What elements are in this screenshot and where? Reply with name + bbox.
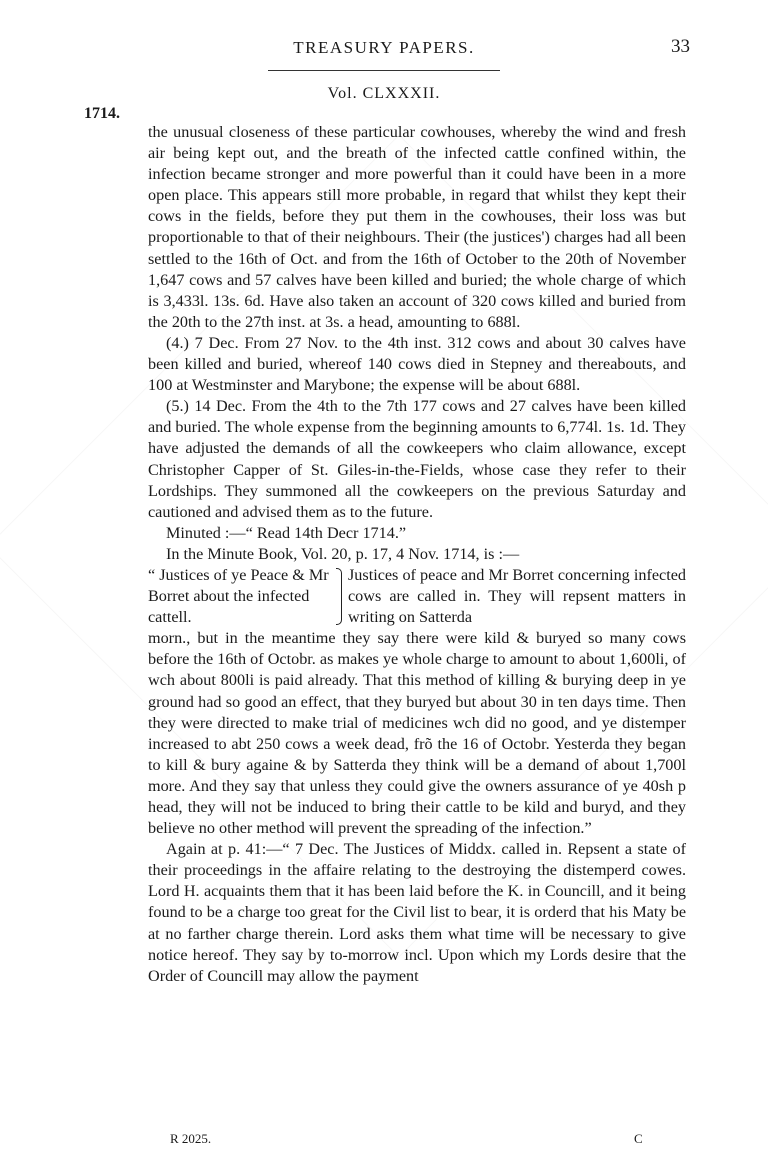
brace-mark [336, 568, 344, 625]
footer-signature-mark: C [634, 1131, 643, 1146]
running-head-title: TREASURY PAPERS. [293, 38, 475, 57]
paragraph-continuation: the unusual closeness of these particular cowhouses, whereby the wind and fresh air being kept out, and the breath of the infected cattle confined within, the infection became stronger and more powerful than it could have been in a more open place. This appears still more probable, in regard that whilst they kept their cows in the fields, before they put them in the cowhouses, their loss was but proportionable to that of their neighbours. Their (the justices') charges had all been settled to the 16th of Oct. and from the 16th of October to the 20th of November 1,647 cows and 57 calves have been killed and buried; the whole charge of which is 3,433l. 13s. 6d. Have also taken an account of 320 cows killed and buried from the 20th to the 27th inst. at 3s. a head, amounting to 688l. [148, 123, 686, 331]
header-rule [268, 70, 500, 71]
minute-book-intro: In the Minute Book, Vol. 20, p. 17, 4 Nov. 1714, is :— [166, 544, 520, 563]
body-text [148, 122, 686, 987]
paragraph-item-5: (5.) 14 Dec. From the 4th to the 7th 177 cows and 27 calves have been killed and buried. The whole expense from the beginning amounts to 6,774l. 1s. 1d. They have adjusted the demands of all the cowkeepers who claim allowance, except Christopher Capper of St. Giles-in-the-Fields, whose case they refer to their Lordships. They summoned all the cowkeepers on the previous Saturday and cautioned and advised them as to the future. [148, 397, 686, 521]
paragraph-again-p41: Again at p. 41:—“ 7 Dec. The Justices of Middx. called in. Repsent a state of their proceedings in the affaire relating to the destroying the distemperd cowes. Lord H. acquaints them that it has been laid before the K. in Councill, and it being found to be a charge too great for the Civil list to bear, it is orderd that his Maty be at no farther charge therein. Lord asks them what time will be necessary to give notice hereof. They say by to-morrow incl. Upon which my Lords desire that the Order of Councill may allow the payment [148, 840, 686, 985]
minute-first-lines: Justices of peace and Mr Borret concerning infected cows are called in. They will repsent matters in writing on Satterda [348, 565, 686, 627]
minuted-note: Minuted :—“ Read 14th Decr 1714.” [166, 523, 407, 542]
minute-entry [148, 565, 686, 628]
volume-heading: Vol. CLXXXII. [327, 85, 441, 102]
footer-signature: R 2025. [170, 1131, 212, 1146]
minute-margin-note: “ Justices of ye Peace & Mr Borret about the infected cattell. [148, 565, 329, 627]
paragraph-item-4: (4.) 7 Dec. From 27 Nov. to the 4th inst. 312 cows and about 30 calves have been killed and buried, whereof 140 cows died in Stepney and thereabouts, and 100 at Westminster and Marybone; the expense will be about 688l. [148, 333, 686, 395]
minute-continuation: morn., but in the meantime they say there were kild & buryed so many cows before the 16th of Octobr. as makes ye whole charge to amount to about 1,600li, of wch about 800li is paid already. That this method of killing & burying deep in ye ground had so good an effect, that they buryed but about 30 in ten days time. Then they were directed to make trial of medicines wch did no good, and ye distemper increased to abt 250 cows a week dead, frõ the 16 of Octobr. Yesterda they began to kill & bury againe & by Satterda they think will be a demand of about 1,700l more. And they say that unless they could give the owners assurance of ye 40sh p head, they will not be induced to bring their cattle to be kild and buryd, and they believe no other method will prevent the spreading of the infection.” [148, 629, 686, 838]
page-number: 33 [671, 36, 690, 57]
margin-year: 1714. [84, 105, 120, 122]
